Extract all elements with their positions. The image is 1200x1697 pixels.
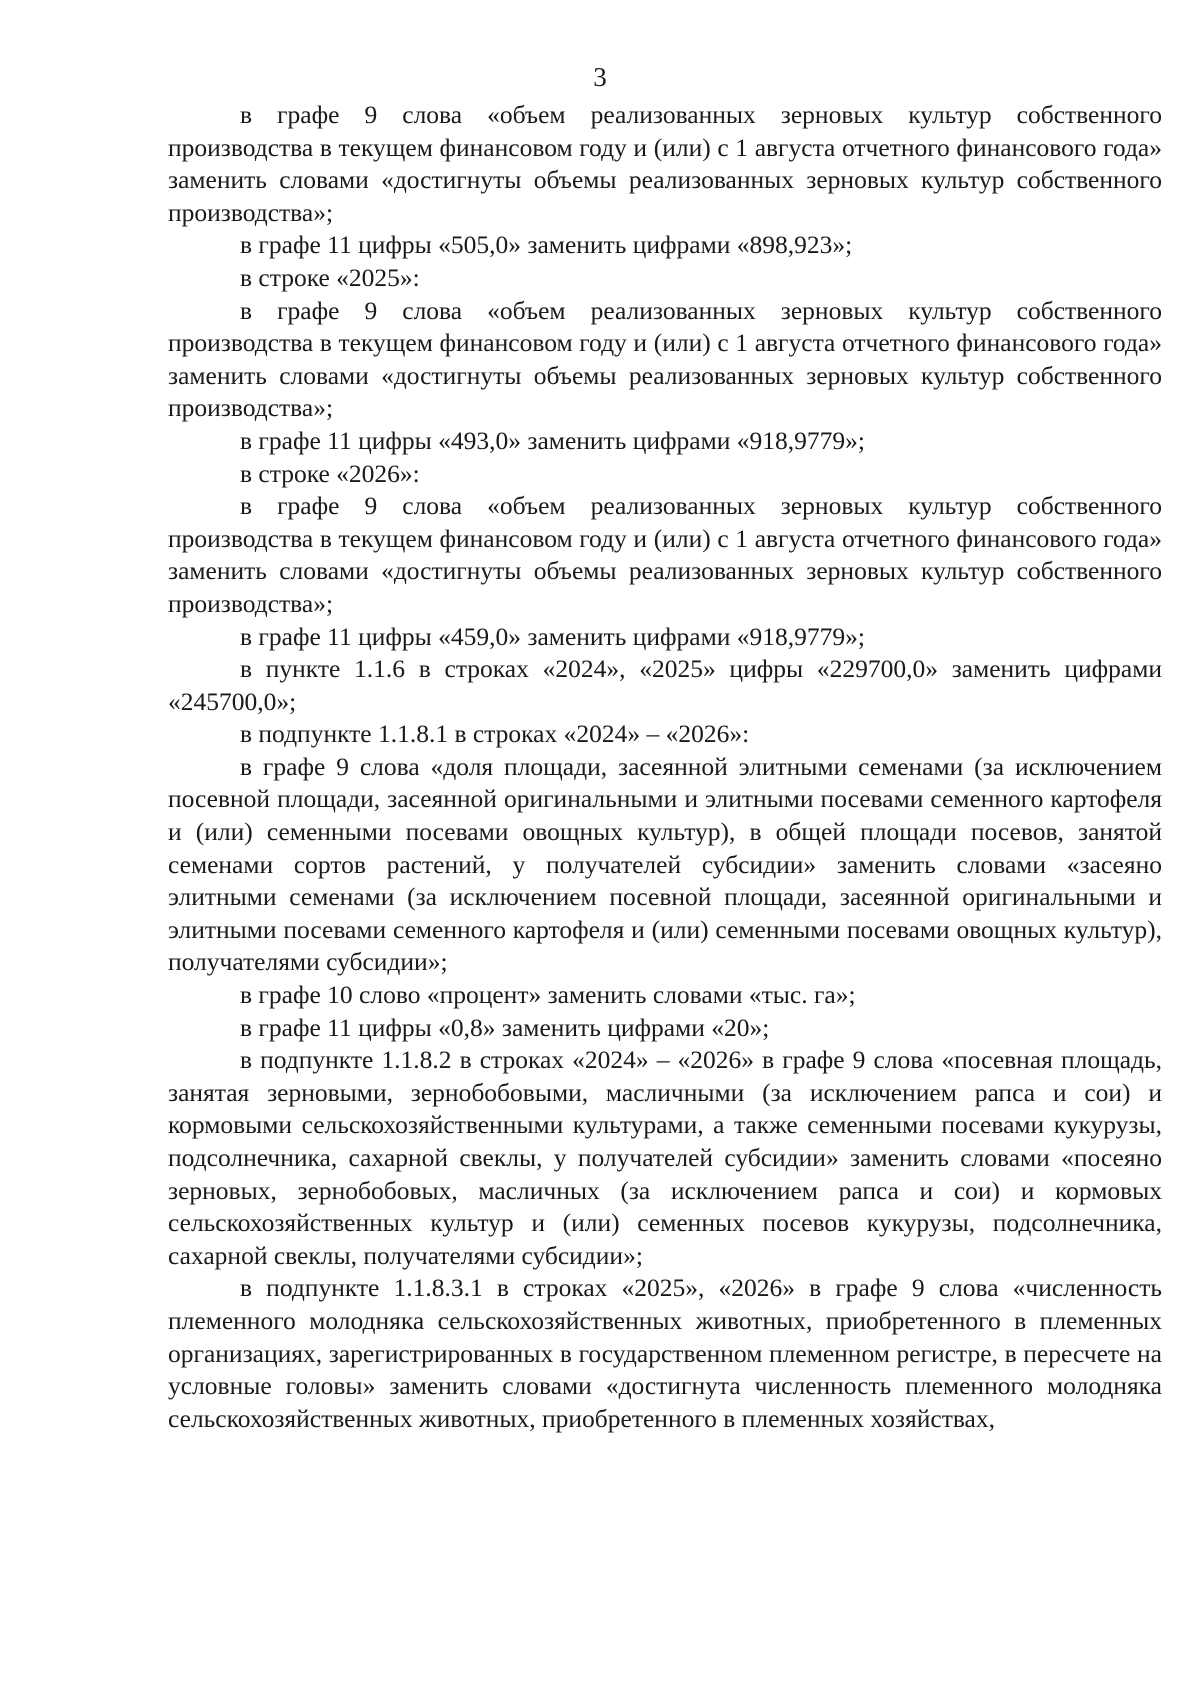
paragraph-1: в графе 9 слова «объем реализованных зерновых культур собственного производства в текущем финансовом году и (или) с 1 августа отчетного финансового года» заменить словами «достигнуты объемы реализованных зерновых культур собственного производства»; — [168, 100, 1162, 227]
paragraph-10: в подпункте 1.1.8.1 в строках «2024» – «2026»: — [240, 719, 750, 749]
paragraph-12: в графе 10 слово «процент» заменить словами «тыс. га»; — [240, 980, 856, 1010]
paragraph-15: в подпункте 1.1.8.3.1 в строках «2025», «2026» в графе 9 слова «численность племенного молодняка сельскохозяйственных животных, приобретенного в племенных организациях, зарегистрированных в государственном племенном регистре, в пересчете на условные головы» заменить словами «достигнута численность племенного молодняка сельскохозяйственных животных, приобретенного в племенных хозяйствах, — [168, 1273, 1162, 1433]
page-number: 3 — [593, 62, 607, 92]
document-body — [168, 99, 1162, 1435]
paragraph-5: в графе 11 цифры «493,0» заменить цифрами «918,9779»; — [240, 425, 865, 455]
paragraph-2: в графе 11 цифры «505,0» заменить цифрами «898,923»; — [240, 230, 853, 260]
paragraph-8: в графе 11 цифры «459,0» заменить цифрами «918,9779»; — [240, 621, 865, 651]
paragraph-13: в графе 11 цифры «0,8» заменить цифрами «20»; — [240, 1012, 770, 1042]
paragraph-7: в графе 9 слова «объем реализованных зерновых культур собственного производства в текущем финансовом году и (или) с 1 августа отчетного финансового года» заменить словами «достигнуты объемы реализованных зерновых культур собственного производства»; — [168, 491, 1162, 618]
paragraph-6: в строке «2026»: — [240, 458, 420, 488]
paragraph-4: в графе 9 слова «объем реализованных зерновых культур собственного производства в текущем финансовом году и (или) с 1 августа отчетного финансового года» заменить словами «достигнуты объемы реализованных зерновых культур собственного производства»; — [168, 295, 1162, 423]
paragraph-9: в пункте 1.1.6 в строках «2024», «2025» цифры «229700,0» заменить цифрами «245700,0»; — [168, 654, 1162, 716]
paragraph-11: в графе 9 слова «доля площади, засеянной элитными семенами (за исключением посевной площади, засеянной оригинальными и элитными посевами семенного картофеля и (или) семенными посевами овощных культур), в общей площади посевов, занятой семенами сортов растений, у получателей субсидии» заменить словами «засеяно элитными семенами (за исключением посевной площади, засеянной оригинальными и элитными посевами семенного картофеля и (или) семенными посевами овощных культур), получателями субсидии»; — [168, 751, 1162, 977]
paragraph-3: в строке «2025»: — [240, 262, 420, 292]
paragraph-14: в подпункте 1.1.8.2 в строках «2024» – «2026» в графе 9 слова «посевная площадь, занятая зерновыми, зернобобовыми, масличными (за исключением рапса и сои) и кормовыми сельскохозяйственными культурами, а также семенными посевами кукурузы, подсолнечника, сахарной свеклы, у получателей субсидии» заменить словами «посеяно зерновых, зернобобовых, масличных (за исключением рапса и сои) и кормовых сельскохозяйственных культур и (или) семенных посевов кукурузы, подсолнечника, сахарной свеклы, получателями субсидии»; — [168, 1045, 1162, 1270]
